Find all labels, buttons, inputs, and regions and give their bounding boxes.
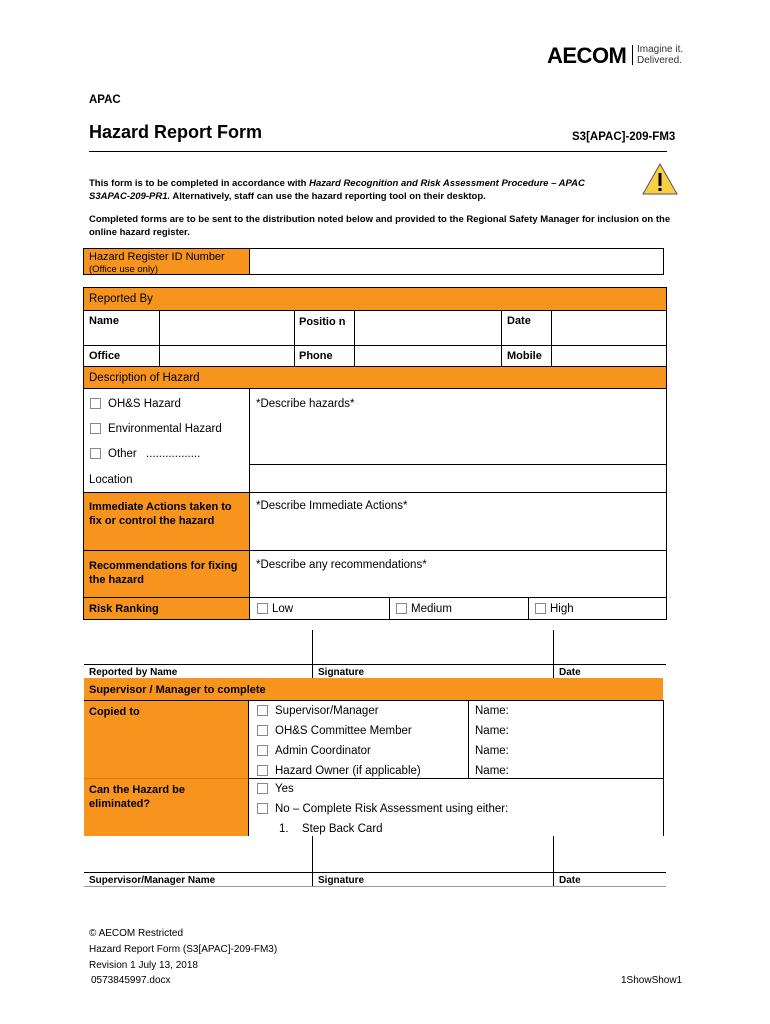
date-label-1: Date <box>559 667 581 678</box>
footer-filename: 0573845997.docx <box>91 975 171 986</box>
copy-supervisor-label: Supervisor/Manager <box>275 705 379 717</box>
position-label: Positio n <box>299 316 346 328</box>
date-label-2: Date <box>559 875 581 886</box>
eliminate-label: Can the Hazard be eliminated? <box>89 784 185 810</box>
signature-label-2: Signature <box>318 875 365 886</box>
logo-tagline-1: Imagine it. <box>637 44 684 55</box>
reported-by-name-label: Reported by Name <box>89 667 178 678</box>
location-field[interactable] <box>250 465 666 492</box>
footer-classification: © AECOM Restricted <box>89 928 184 939</box>
page-title: Hazard Report Form <box>89 122 263 142</box>
copy-ohs-member-checkbox[interactable] <box>257 725 268 736</box>
copy-supervisor-checkbox[interactable] <box>257 705 268 716</box>
reporter-date-field[interactable] <box>554 630 666 664</box>
describe-hazards-field[interactable]: *Describe hazards* <box>256 398 355 410</box>
other-hazard-dots: ................. <box>146 448 201 460</box>
other-hazard-checkbox[interactable] <box>90 448 101 459</box>
eliminate-yes-checkbox[interactable] <box>257 783 268 794</box>
copied-to-label-cell <box>84 701 248 836</box>
risk-medium-checkbox[interactable] <box>396 603 407 614</box>
copy-admin-checkbox[interactable] <box>257 745 268 756</box>
supervisor-name-field[interactable] <box>84 837 311 872</box>
date-label: Date <box>507 315 531 327</box>
name-field[interactable] <box>160 311 294 345</box>
logo-tagline-2: Delivered. <box>637 55 683 66</box>
form-code: S3[APAC]-209-FM3 <box>572 131 676 143</box>
phone-field[interactable] <box>355 346 501 366</box>
copied-to-label: Copied to <box>89 706 140 718</box>
region-label: APAC <box>89 94 121 106</box>
footer-revision: Revision 1 July 13, 2018 <box>89 960 198 971</box>
phone-label: Phone <box>299 350 333 362</box>
mobile-field[interactable] <box>552 346 666 366</box>
eliminate-yes-label: Yes <box>275 783 294 795</box>
recommendations-field[interactable]: *Describe any recommendations* <box>256 559 427 571</box>
reported-by-heading: Reported By <box>89 293 153 305</box>
risk-high-label: High <box>550 603 574 615</box>
position-field[interactable] <box>355 311 501 345</box>
copy-hazard-owner-name-label: Name: <box>475 765 509 777</box>
logo-divider <box>632 45 633 65</box>
environmental-hazard-checkbox[interactable] <box>90 423 101 434</box>
header-rule <box>89 151 667 152</box>
name-label: Name <box>89 315 119 327</box>
date-field[interactable] <box>552 311 666 345</box>
description-heading: Description of Hazard <box>89 372 200 384</box>
immediate-actions-field[interactable]: *Describe Immediate Actions* <box>256 500 408 512</box>
eliminate-no-label: No – Complete Risk Assessment using either: <box>275 803 509 815</box>
logo-brand: AECOM <box>547 43 627 68</box>
copy-admin-label: Admin Coordinator <box>275 745 371 757</box>
mobile-label: Mobile <box>507 350 542 362</box>
supervisor-date-field[interactable] <box>554 837 666 872</box>
step-number: 1. <box>279 823 289 835</box>
risk-low-label: Low <box>272 603 294 615</box>
copy-hazard-owner-label: Hazard Owner (if applicable) <box>275 765 421 777</box>
ohs-hazard-checkbox[interactable] <box>90 398 101 409</box>
office-field[interactable] <box>160 346 294 366</box>
ohs-hazard-label: OH&S Hazard <box>108 398 181 410</box>
register-id-sublabel: (Office use only) <box>89 264 158 275</box>
environmental-hazard-label: Environmental Hazard <box>108 423 222 435</box>
immediate-actions-label: Immediate Actions taken to fix or control the hazard <box>89 501 232 527</box>
risk-low-checkbox[interactable] <box>257 603 268 614</box>
risk-medium-label: Medium <box>411 603 452 615</box>
aecom-logo <box>547 43 687 69</box>
register-id-field[interactable] <box>250 249 663 274</box>
supervisor-signature-field[interactable] <box>313 837 552 872</box>
recommendations-label: Recommendations for fixing the hazard <box>89 560 238 586</box>
copy-hazard-owner-checkbox[interactable] <box>257 765 268 776</box>
supervisor-heading: Supervisor / Manager to complete <box>89 684 266 696</box>
supervisor-name-label: Supervisor/Manager Name <box>89 875 216 886</box>
office-label: Office <box>89 350 121 362</box>
risk-high-checkbox[interactable] <box>535 603 546 614</box>
copy-ohs-member-name-label: Name: <box>475 725 509 737</box>
risk-ranking-label: Risk Ranking <box>89 603 159 615</box>
footer-page: 1ShowShow1 <box>621 975 683 986</box>
register-id-label: Hazard Register ID Number <box>89 251 225 263</box>
eliminate-no-checkbox[interactable] <box>257 803 268 814</box>
copy-admin-name-label: Name: <box>475 745 509 757</box>
reported-by-heading-cell <box>84 288 666 310</box>
step-back-card-label: Step Back Card <box>302 823 383 835</box>
footer-form-name: Hazard Report Form (S3[APAC]-209-FM3) <box>89 944 278 955</box>
signature-label-1: Signature <box>318 667 365 678</box>
intro-paragraph-1: This form is to be completed in accordance with Hazard Recognition and Risk Assessment Procedure – APAC S3APAC-209-PR1. Alternatively, staff can use the hazard reporting tool on their desktop. <box>89 178 585 202</box>
warning-icon <box>641 162 679 196</box>
copy-ohs-member-label: OH&S Committee Member <box>275 725 412 737</box>
copy-supervisor-name-label: Name: <box>475 705 509 717</box>
reporter-name-field[interactable] <box>84 630 311 664</box>
other-hazard-label: Other <box>108 448 137 460</box>
location-label: Location <box>89 474 133 486</box>
intro-paragraph-2: Completed forms are to be sent to the distribution noted below and provided to the Regional Safety Manager for inclusion on the online hazard register. <box>89 214 671 238</box>
reporter-signature-field[interactable] <box>313 630 552 664</box>
